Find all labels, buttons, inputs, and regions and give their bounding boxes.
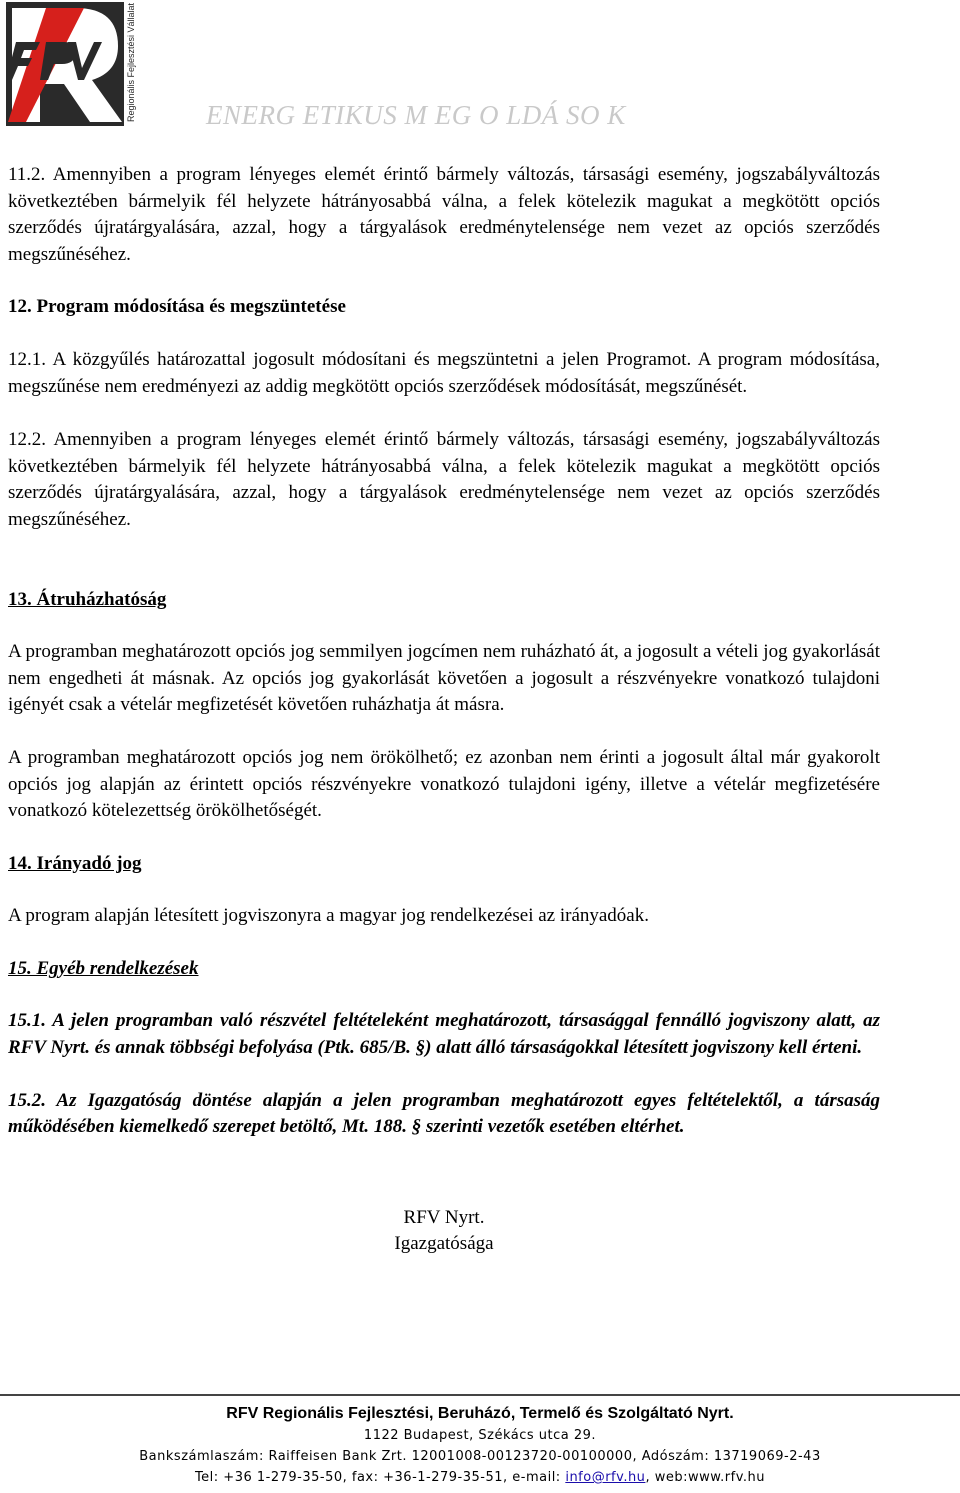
paragraph-11-2: 11.2. Amennyiben a program lényeges elemét érintő bármely változás, társasági esemény, jogszabályváltozás következtében bármelyik fél helyzete hátrányosabbá válna, a felek kötelezik magukat a megkötött opciós szerződés újratárgyalására, azzal, hogy a tárgyalások eredménytelensége nem vezet az opciós szerződés megszűnéséhez. xyxy=(8,164,880,265)
header-tagline: ENERG ETIKUS M EG O LDÁ SO K xyxy=(206,100,626,130)
paragraph-13-a: A programban meghatározott opciós jog semmilyen jogcímen nem ruházható át, a jogosult a vételi jog gyakorlását nem engedheti át másnak. Az opciós jog gyakorlását követően a jogosult a részvényekre vonatkozó tulajdoni igényét csak a vételár megfizetését követően ruházhatja át másra. xyxy=(8,641,880,716)
paragraph-14: A program alapján létesített jogviszonyra a magyar jog rendelkezései az irányadóak. xyxy=(8,905,649,927)
footer-bank: Bankszámlaszám: Raiffeisen Bank Zrt. 12001008-00123720-00100000, Adószám: 13719069-2-43 xyxy=(139,1449,821,1464)
footer-phone-fax: Tel: +36 1-279-35-50, fax: +36-1-279-35-51, e-mail: xyxy=(194,1470,566,1485)
heading-15: 15. Egyéb rendelkezések xyxy=(8,957,199,979)
logo-side-text: Regionális Fejlesztési Vállalat xyxy=(126,2,136,122)
footer-divider xyxy=(0,1394,960,1396)
document-body xyxy=(8,162,880,1258)
paragraph-13-b: A programban meghatározott opciós jog nem örökölhető; ez azonban nem érinti a jogosult által már gyakorolt opciós jog alapján az érintett opciós részvényekre vonatkozó tulajdoni igény, illetve a vételár megfizetésére vonatkozó kötelezettség örökölhetőségét. xyxy=(8,746,880,822)
paragraph-15-1: 15.1. A jelen programban való részvétel feltételeként meghatározott, társasággal fennálló jogviszony alatt, az RFV Nyrt. és annak többségi befolyása (Ptk. 685/B. §) alatt álló társaságokkal létesített jogviszony kell érteni. xyxy=(8,1010,880,1059)
signature-board: Igazgatósága xyxy=(394,1233,494,1255)
paragraph-12-2: 12.2. Amennyiben a program lényeges elemét érintő bármely változás, társasági esemény, jogszabályváltozás következtében bármelyik fél helyzete hátrányosabbá válna, a felek kötelezik magukat a megkötött opciós szerződés újratárgyalására, azzal, hogy a tárgyalások eredménytelensége nem vezet az opciós szerződés megszűnéséhez. xyxy=(8,429,880,530)
footer-email-link[interactable]: info@rfv.hu xyxy=(565,1470,646,1485)
footer-web: , web:www.rfv.hu xyxy=(645,1470,766,1485)
heading-13: 13. Átruházhatóság xyxy=(8,588,167,610)
paragraph-12-1: 12.1. A közgyűlés határozattal jogosult módosítani és megszüntetni a jelen Programot. A program módosítása, megszűnése nem eredményezi az addig megkötött opciós szerződések módosítását, megszűnését. xyxy=(8,348,880,397)
heading-14: 14. Irányadó jog xyxy=(8,852,142,874)
footer-contact xyxy=(0,1467,960,1488)
company-logo xyxy=(6,2,142,126)
heading-12: 12. Program módosítása és megszüntetése xyxy=(8,296,346,318)
footer-company: RFV Regionális Fejlesztési, Beruházó, Termelő és Szolgáltató Nyrt. xyxy=(226,1405,734,1422)
footer-address: 1122 Budapest, Székács utca 29. xyxy=(363,1428,597,1443)
page-footer xyxy=(0,1403,960,1488)
signature-company: RFV Nyrt. xyxy=(403,1206,485,1228)
rfv-logo-icon xyxy=(6,2,142,126)
paragraph-15-2: 15.2. Az Igazgatóság döntése alapján a jelen programban meghatározott egyes feltételektől, a társaság működésében kiemelkedő szerepet betöltő, Mt. 188. § szerinti vezetők esetében eltérhet. xyxy=(8,1089,880,1138)
